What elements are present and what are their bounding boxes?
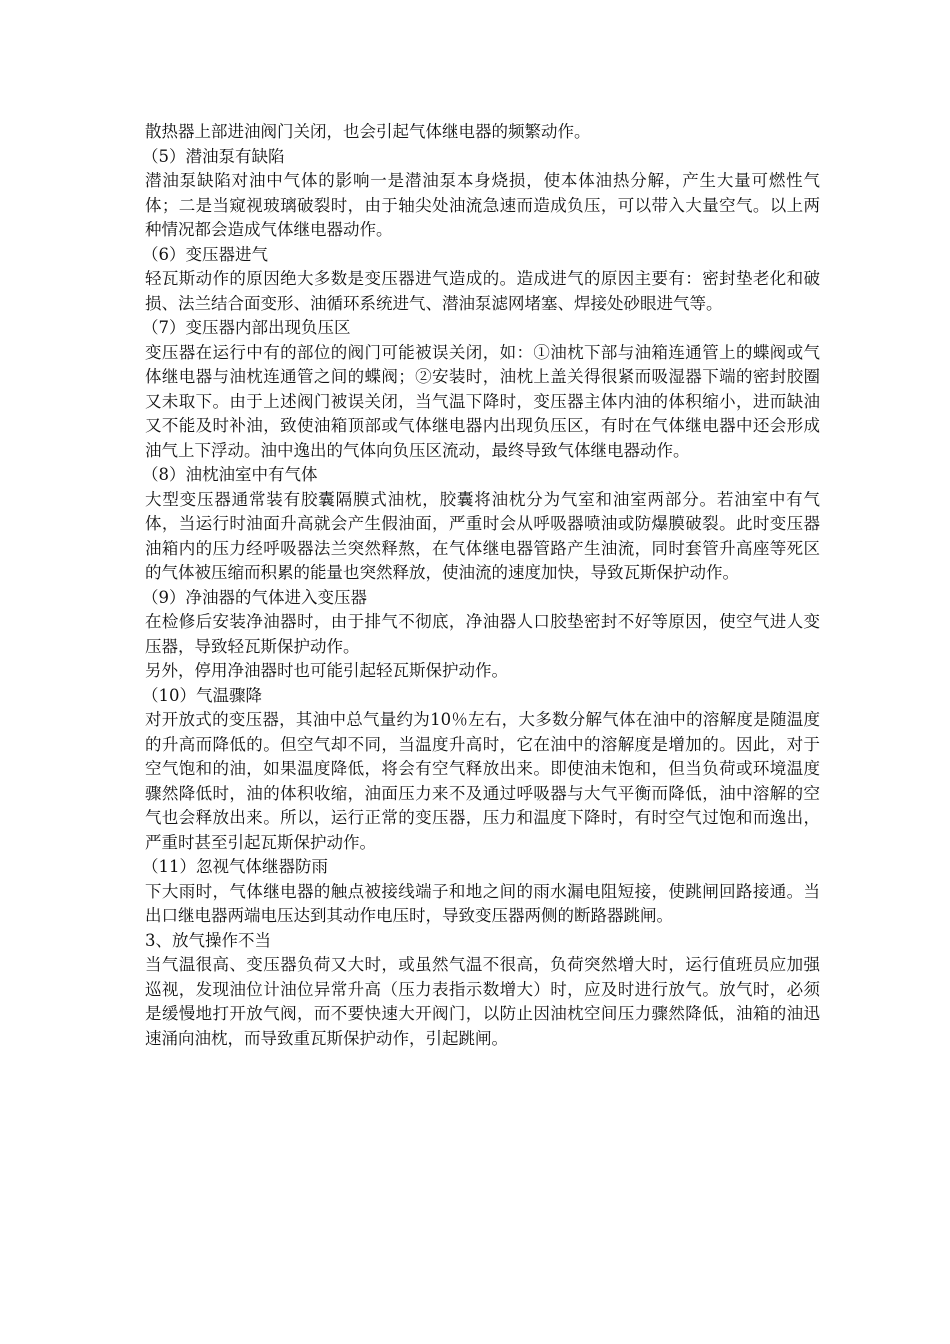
heading-7-negative-pressure: （7）变压器内部出现负压区 — [142, 318, 351, 337]
para-negative-pressure: 变压器在运行中有的部位的阀门可能被误关闭，如：①油枕下部与油箱连通管上的蝶阀或气体继电器与油枕连通管之间的蝶阀；②安装时，油枕上盖关得很紧而吸湿器下端的密封胶圈又未取下。由于上述阀门被误关闭，当气温下降时，变压器主体内油的体积缩小，进而缺油又不能及时补油，致使油箱顶部或气体继电器内出现负压区，有时在气体继电器中还会形成油气上下浮动。油中逸出的气体向负压区流动，最终导致气体继电器动作。 — [145, 342, 820, 460]
document-page — [142, 120, 820, 1051]
heading-9-purifier-gas: （9）净油器的气体进入变压器 — [142, 587, 367, 607]
para-temperature-drop: 对开放式的变压器，其油中总气量约为10％左右，大多数分解气体在油中的溶解度是随温度的升高而降低的。但空气却不同，当温度升高时，它在油中的溶解度是增加的。因此，对于空气饱和的油，如果温度降低，将会有空气释放出来。即使油未饱和，但当负荷或环境温度骤然降低时，油的体积收缩，油面压力来不及通过呼吸器与大气平衡而降低，油中溶解的空气也会释放出来。所以，运行正常的变压器，压力和温度下降时，有时空气过饱和而逸出，严重时甚至引起瓦斯保护动作。 — [145, 710, 820, 852]
para-rainproof: 下大雨时，气体继电器的触点被接线端子和地之间的雨水漏电阻短接，使跳闸回路接通。当出口继电器两端电压达到其动作电压时，导致变压器两侧的断路器跳闸。 — [145, 881, 820, 925]
para-purifier-gas: 在检修后安装净油器时，由于排气不彻底，净油器人口胶垫密封不好等原因，使空气进人变压器，导致轻瓦斯保护动作。 — [145, 612, 820, 656]
para-venting-operation: 当气温很高、变压器负荷又大时，或虽然气温不很高，负荷突然增大时，运行值班员应加强巡视，发现油位计油位异常升高（压力表指示数增大）时，应及时进行放气。放气时，必须是缓慢地打开放气阀，而不要快速大开阀门，以防止因油枕空间压力骤然降低，油箱的油迅速涌向油枕，而导致重瓦斯保护动作，引起跳闸。 — [145, 955, 820, 1048]
heading-3-venting-operation: 3、放气操作不当 — [145, 930, 271, 950]
para-conservator-gas: 大型变压器通常装有胶囊隔膜式油枕，胶囊将油枕分为气室和油室两部分。若油室中有气体，当运行时油面升高就会产生假油面，严重时会从呼吸器喷油或防爆膜破裂。此时变压器油箱内的压力经呼吸器法兰突然释熬，在气体继电器管路产生油流，同时套管升高座等死区的气体被压缩而积累的能量也突然释放，使油流的速度加快，导致瓦斯保护动作。 — [145, 489, 820, 582]
heading-8-conservator-gas: （8）油枕油室中有气体 — [142, 465, 318, 484]
para-purifier-stop: 另外，停用净油器时也可能引起轻瓦斯保护动作。 — [145, 661, 508, 680]
para-air-ingress: 轻瓦斯动作的原因绝大多数是变压器进气造成的。造成进气的原因主要有：密封垫老化和破损、法兰结合面变形、油循环系统进气、潜油泵滤网堵塞、焊接处砂眼进气等。 — [145, 269, 820, 313]
para-radiator-valve: 散热器上部进油阀门关闭，也会引起气体继电器的频繁动作。 — [145, 122, 591, 141]
heading-11-rainproof: （11）忽视气体继器防雨 — [142, 857, 328, 876]
heading-10-temperature-drop: （10）气温骤降 — [142, 685, 262, 705]
para-submersible-pump: 潜油泵缺陷对油中气体的影响一是潜油泵本身烧损，使本体油热分解，产生大量可燃性气体；二是当窥视玻璃破裂时，由于轴尖处油流急速而造成负压，可以带入大量空气。以上两种情况都会造成气体继电器动作。 — [145, 171, 820, 239]
heading-6-air-ingress: （6）变压器进气 — [142, 244, 268, 264]
heading-5-submersible-pump: （5）潜油泵有缺陷 — [142, 146, 285, 166]
